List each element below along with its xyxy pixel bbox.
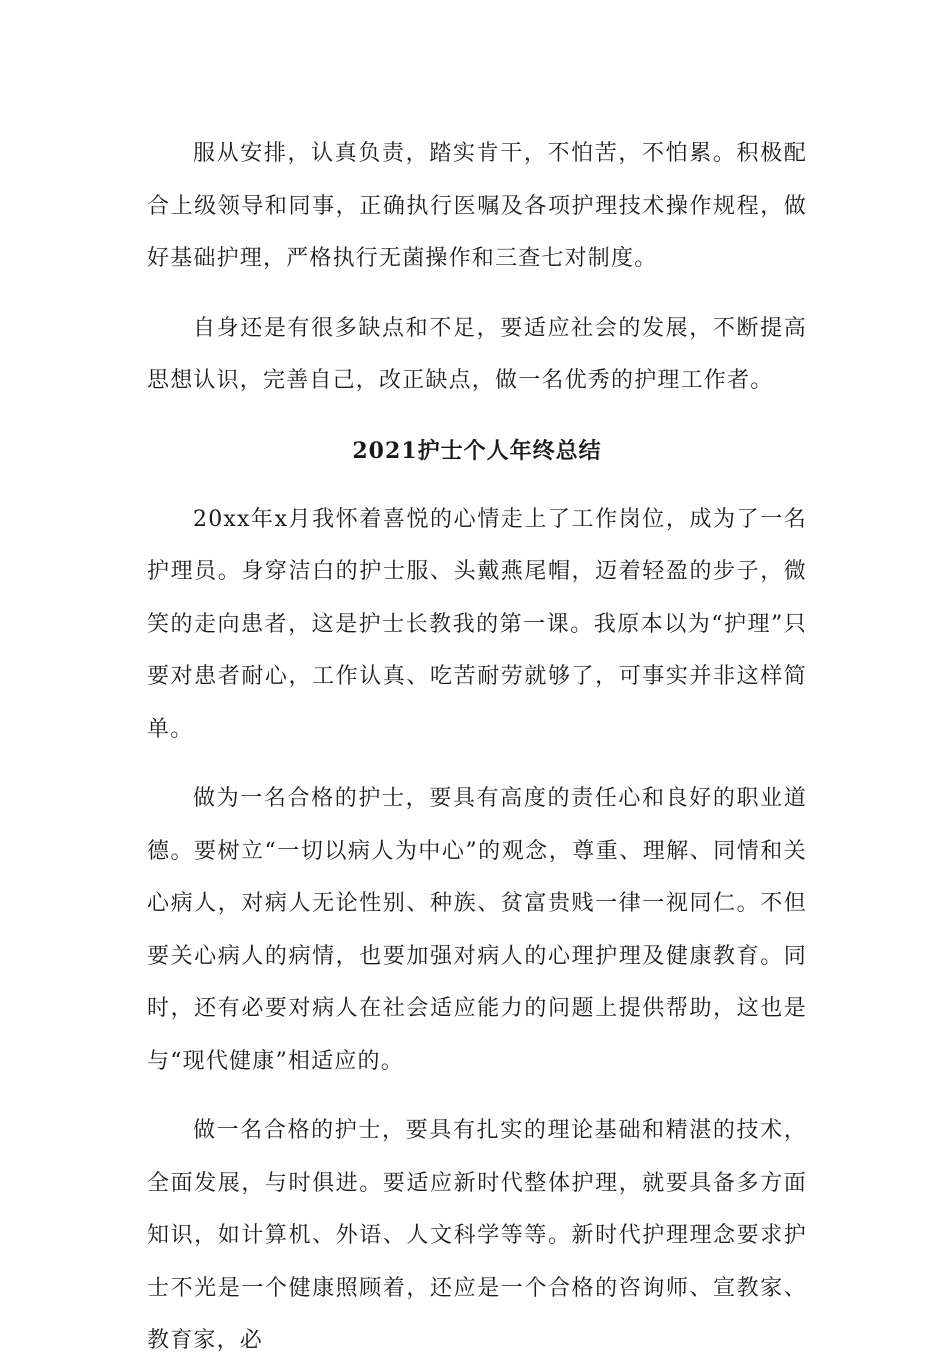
paragraph-spacer — [147, 286, 807, 303]
paragraph-spacer — [147, 756, 807, 773]
section-title: 2021护士个人年终总结 — [352, 437, 602, 464]
paragraph-spacer — [147, 1088, 807, 1105]
paragraph-obey-arrangement: 服从安排，认真负责，踏实肯干，不怕苦，不怕累。积极配合上级领导和同事，正确执行医嘱及各项护理技术操作规程，做好基础护理，严格执行无菌操作和三查七对制度。 — [147, 141, 807, 271]
paragraph-spacer — [147, 477, 807, 494]
paragraph-first-job: 20xx年x月我怀着喜悦的心情走上了工作岗位，成为了一名护理员。身穿洁白的护士服、头戴燕尾帽，迈着轻盈的步子，微笑的走向患者，这是护士长教我的第一课。我原本以为“护理”只要对患者耐心，工作认真、吃苦耐劳就够了，可事实并非这样简单。 — [147, 506, 807, 742]
paragraph-responsibility: 做为一名合格的护士，要具有高度的责任心和良好的职业道德。要树立“一切以病人为中心”的观念，尊重、理解、同情和关心病人，对病人无论性别、种族、贫富贵贱一律一视同仁。不但要关心病人的病情，也要加强对病人的心理护理及健康教育。同时，还有必要对病人在社会适应能力的问题上提供帮助，这也是与“现代健康”相适应的。 — [147, 786, 807, 1074]
paragraph-skills: 做一名合格的护士，要具有扎实的理论基础和精湛的技术，全面发展，与时俱进。要适应新时代整体护理，就要具备多方面知识，如计算机、外语、人文科学等等。新时代护理理念要求护士不光是一个健康照顾着，还应是一个合格的咨询师、宣教家、教育家，必 — [147, 1118, 807, 1353]
paragraph-shortcomings: 自身还是有很多缺点和不足，要适应社会的发展，不断提高思想认识，完善自己，改正缺点，做一名优秀的护理工作者。 — [147, 315, 807, 393]
document-page — [147, 128, 807, 1368]
paragraph-spacer — [147, 408, 807, 425]
